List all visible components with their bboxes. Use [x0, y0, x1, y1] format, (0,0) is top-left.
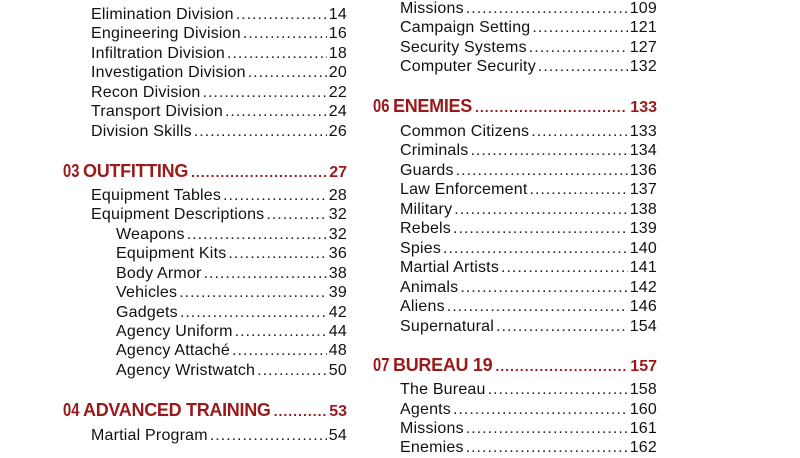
toc-entry-label: Criminals: [400, 142, 469, 159]
toc-entry-page: 146: [629, 298, 657, 315]
toc-entry-label: Common Citizens: [400, 123, 530, 140]
chapter-page: 157: [630, 358, 657, 375]
toc-entry-page: 121: [629, 19, 657, 36]
toc-entry-page: 162: [629, 439, 657, 456]
toc-entry-agency-attache[interactable]: [116, 341, 347, 361]
leader-dots: [191, 164, 326, 180]
leader-dots: [203, 83, 327, 102]
leader-dots: [530, 180, 628, 199]
toc-entry-division-skills[interactable]: [91, 122, 347, 142]
chapter-heading-outfitting[interactable]: [63, 161, 347, 185]
toc-entry-agency-uniform[interactable]: [116, 322, 347, 342]
leader-dots: [453, 400, 628, 419]
leader-dots: [227, 44, 327, 63]
toc-entry-label: Recon Division: [91, 84, 201, 101]
toc-entry-label: Martial Artists: [400, 259, 500, 276]
toc-entry-elimination-division[interactable]: [91, 5, 347, 25]
leader-dots: [456, 161, 628, 180]
leader-dots: [538, 57, 628, 76]
chapter-number: 03: [63, 161, 80, 181]
leader-dots: [187, 225, 327, 244]
toc-entry-page: 20: [328, 64, 347, 81]
toc-entry-supernatural[interactable]: [400, 317, 657, 337]
toc-entry-label: Equipment Descriptions: [91, 206, 265, 223]
chapter-number: 04: [63, 400, 80, 420]
toc-entry-page: 50: [328, 362, 347, 379]
toc-entry-spies[interactable]: [400, 239, 657, 259]
leader-dots: [466, 419, 628, 438]
chapter-page: 27: [329, 164, 347, 181]
toc-entry-common-citizens[interactable]: [400, 122, 657, 142]
toc-entry-label: Spies: [400, 240, 442, 257]
leader-dots: [470, 141, 627, 160]
toc-entry-label: Agency Uniform: [116, 323, 233, 340]
chapter-page: 133: [630, 99, 657, 116]
leader-dots: [235, 322, 327, 341]
chapter-title: ENEMIES: [393, 96, 472, 116]
toc-entry-security-systems[interactable]: [400, 38, 657, 58]
chapter-number: 06: [373, 96, 390, 116]
leader-dots: [532, 18, 627, 37]
toc-entry-page: 14: [328, 6, 347, 23]
leader-dots: [501, 258, 628, 277]
toc-entry-agency-wristwatch[interactable]: [116, 361, 347, 381]
toc-entry-page: 133: [629, 123, 657, 140]
toc-entry-recon-division[interactable]: [91, 83, 347, 103]
toc-entry-label: Agency Wristwatch: [116, 362, 256, 379]
leader-dots: [194, 122, 327, 141]
toc-entry-label: Rebels: [400, 220, 452, 237]
chapter-heading-bureau-19[interactable]: [373, 355, 657, 379]
chapter-number: 07: [373, 355, 390, 375]
leader-dots: [443, 239, 628, 258]
toc-entry-page: 28: [328, 187, 347, 204]
toc-entry-page: 39: [328, 284, 347, 301]
toc-entry-rebels[interactable]: [400, 219, 657, 239]
toc-entry-label: Enemies: [400, 439, 464, 456]
toc-entry-page: 16: [328, 25, 347, 42]
leader-dots: [257, 361, 327, 380]
toc-entry-body-armor[interactable]: [116, 264, 347, 284]
toc-entry-page: 134: [629, 142, 657, 159]
chapter-title: ADVANCED TRAINING: [83, 400, 271, 420]
leader-dots: [248, 63, 327, 82]
leader-dots: [236, 5, 327, 24]
toc-entry-infiltration-division[interactable]: [91, 44, 347, 64]
toc-entry-page: 158: [629, 381, 657, 398]
toc-entry-missions-bureau[interactable]: [400, 419, 657, 439]
toc-entry-page: 127: [629, 39, 657, 56]
leader-dots: [179, 283, 327, 302]
toc-entry-page: 138: [629, 201, 657, 218]
toc-entry-label: Aliens: [400, 298, 445, 315]
toc-entry-page: 42: [328, 304, 347, 321]
toc-entry-label: Agency Attaché: [116, 342, 230, 359]
toc-entry-guards[interactable]: [400, 161, 657, 181]
toc-entry-page: 136: [629, 162, 657, 179]
toc-entry-enemies-bureau[interactable]: [400, 438, 657, 458]
leader-dots: [475, 99, 627, 115]
leader-dots: [460, 278, 627, 297]
toc-entry-label: Missions: [400, 0, 464, 17]
toc-entry-page: 141: [629, 259, 657, 276]
leader-dots: [529, 38, 628, 57]
toc-entry-label: Equipment Kits: [116, 245, 227, 262]
toc-entry-animals[interactable]: [400, 278, 657, 298]
toc-entry-label: Vehicles: [116, 284, 178, 301]
leader-dots: [266, 205, 326, 224]
leader-dots: [232, 341, 327, 360]
toc-entry-agents[interactable]: [400, 400, 657, 420]
chapter-heading-advanced-training[interactable]: [63, 400, 347, 424]
toc-entry-military[interactable]: [400, 200, 657, 220]
toc-entry-label: Elimination Division: [91, 6, 234, 23]
toc-entry-investigation-division[interactable]: [91, 63, 347, 83]
toc-entry-page: 22: [328, 84, 347, 101]
toc-entry-the-bureau[interactable]: [400, 380, 657, 400]
toc-entry-page: 139: [629, 220, 657, 237]
toc-entry-page: 142: [629, 279, 657, 296]
chapter-page: 53: [329, 403, 347, 420]
toc-entry-engineering-division[interactable]: [91, 24, 347, 44]
toc-entry-equipment-tables[interactable]: [91, 186, 347, 206]
toc-entry-page: 38: [328, 265, 347, 282]
toc-entry-vehicles[interactable]: [116, 283, 347, 303]
toc-entry-gadgets[interactable]: [116, 303, 347, 323]
toc-entry-page: 54: [328, 427, 347, 444]
toc-entry-page: 48: [328, 342, 347, 359]
toc-entry-label: Law Enforcement: [400, 181, 528, 198]
toc-entry-label: Gadgets: [116, 304, 178, 321]
toc-entry-criminals[interactable]: [400, 141, 657, 161]
toc-entry-page: 140: [629, 240, 657, 257]
toc-entry-weapons[interactable]: [116, 225, 347, 245]
toc-entry-martial-artists[interactable]: [400, 258, 657, 278]
toc-entry-page: 154: [629, 318, 657, 335]
toc-entry-label: Equipment Tables: [91, 187, 222, 204]
toc-entry-label: Transport Division: [91, 103, 223, 120]
leader-dots: [531, 122, 627, 141]
toc-entry-page: 160: [629, 401, 657, 418]
leader-dots: [204, 264, 327, 283]
toc-entry-label: The Bureau: [400, 381, 486, 398]
chapter-title: OUTFITTING: [83, 161, 189, 181]
toc-entry-page: 161: [629, 420, 657, 437]
toc-entry-page: 32: [328, 226, 347, 243]
toc-entry-page: 24: [328, 103, 347, 120]
leader-dots: [243, 24, 327, 43]
toc-entry-martial-program[interactable]: [91, 426, 347, 446]
leader-dots: [228, 244, 326, 263]
leader-dots: [225, 102, 327, 121]
toc-entry-label: Military: [400, 201, 453, 218]
toc-entry-label: Missions: [400, 420, 464, 437]
leader-dots: [495, 358, 627, 374]
leader-dots: [447, 297, 628, 316]
leader-dots: [274, 403, 327, 419]
toc-entry-label: Engineering Division: [91, 25, 241, 42]
toc-entry-page: 18: [328, 45, 347, 62]
toc-entry-label: Supernatural: [400, 318, 495, 335]
toc-entry-missions[interactable]: [400, 0, 657, 19]
toc-entry-page: 32: [328, 206, 347, 223]
toc-entry-label: Computer Security: [400, 58, 536, 75]
leader-dots: [466, 438, 628, 457]
leader-dots: [223, 186, 327, 205]
toc-entry-label: Infiltration Division: [91, 45, 226, 62]
toc-entry-label: Animals: [400, 279, 459, 296]
toc-entry-label: Division Skills: [91, 123, 192, 140]
leader-dots: [210, 426, 327, 445]
leader-dots: [453, 219, 628, 238]
toc-entry-aliens[interactable]: [400, 297, 657, 317]
toc-entry-equipment-kits[interactable]: [116, 244, 347, 264]
toc-entry-label: Guards: [400, 162, 454, 179]
leader-dots: [466, 0, 628, 18]
leader-dots: [454, 200, 627, 219]
toc-entry-page: 26: [328, 123, 347, 140]
toc-entry-label: Security Systems: [400, 39, 527, 56]
toc-entry-label: Investigation Division: [91, 64, 246, 81]
toc-entry-label: Agents: [400, 401, 452, 418]
toc-entry-page: 36: [328, 245, 347, 262]
toc-entry-transport-division[interactable]: [91, 102, 347, 122]
toc-entry-page: 137: [629, 181, 657, 198]
toc-entry-campaign-setting[interactable]: [400, 18, 657, 38]
toc-entry-label: Weapons: [116, 226, 185, 243]
chapter-heading-enemies[interactable]: [373, 96, 657, 120]
toc-entry-page: 132: [629, 58, 657, 75]
toc-entry-page: 44: [328, 323, 347, 340]
leader-dots: [488, 380, 628, 399]
toc-entry-label: Martial Program: [91, 427, 208, 444]
chapter-title: BUREAU 19: [393, 355, 493, 375]
leader-dots: [496, 317, 628, 336]
toc-entry-computer-security[interactable]: [400, 57, 657, 77]
toc-entry-label: Campaign Setting: [400, 19, 531, 36]
leader-dots: [180, 303, 327, 322]
toc-entry-law-enforcement[interactable]: [400, 180, 657, 200]
toc-entry-page: 109: [629, 0, 657, 17]
toc-entry-label: Body Armor: [116, 265, 202, 282]
toc-entry-equipment-descriptions[interactable]: [91, 205, 347, 225]
